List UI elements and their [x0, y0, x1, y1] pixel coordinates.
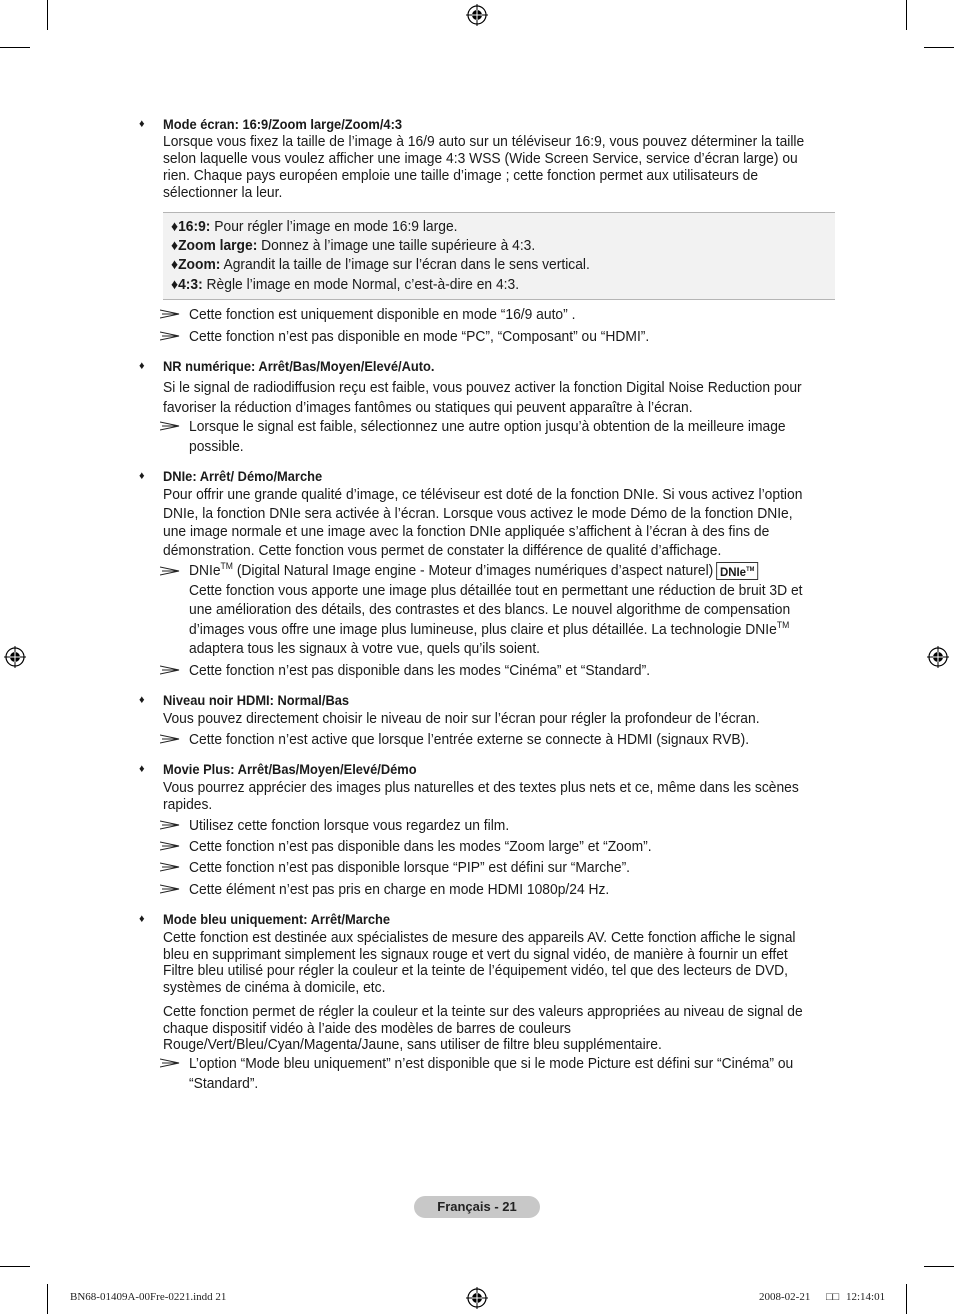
option-text: Agrandit la taille de l’image sur l’écran dans le sens vertical. [220, 257, 590, 273]
note: Cette élément n’est pas pris en charge en mode HDMI 1080p/24 Hz. [189, 882, 610, 898]
trademark: TM [776, 619, 790, 630]
option-label: 16:9: [178, 219, 211, 235]
section-paragraph: Pour offrir une grande qualité d’image, ce téléviseur est doté de la fonction DNIe. Si vous activez l’option DNIe, la fonction DNIe sera activée à l’écran. Lorsque vous activez le mode Démo de la fonction DNIe, une image normale et une image avec la fonction DNIe appliquée s’affichent à l’écran à des fins de démonstration. Cette fonction vous permet de constater la différence de qualité d’affichage. [163, 487, 803, 559]
section-paragraph: Vous pourrez apprécier des images plus naturelles et des textes plus nets et ce, même dans les scènes rapides. [163, 780, 799, 813]
registration-mark-icon [466, 1287, 488, 1309]
dnie-body-text-end: adaptera tous les signaux à votre vue, quels qu’ils soient. [189, 641, 541, 657]
registration-mark-icon [927, 646, 949, 668]
crop-mark [906, 0, 907, 30]
dnie-logo-text: DNIe [719, 565, 747, 580]
bullet: ♦ [139, 913, 145, 925]
bullet: ♦ [139, 118, 145, 130]
note-arrow-icon [160, 862, 180, 872]
crop-mark [906, 1284, 907, 1314]
options-box [163, 212, 835, 300]
note-arrow-icon [160, 734, 180, 744]
dnie-body [189, 582, 808, 660]
note-arrow-icon [160, 820, 180, 830]
note-arrow-icon [160, 421, 180, 431]
section-paragraph: Lorsque vous fixez la taille de l’image à 16/9 auto sur un téléviseur 16:9, vous pouvez déterminer la taille selon laquelle vous voulez afficher une image 4:3 WSS (Wide Screen Service, service d’écran large) ou rien. Chaque pays européen emploie une taille d’image ; cette fonction permet aux utilisateurs de sélectionner la leur. [163, 134, 805, 201]
section-heading-movie-plus: Movie Plus: Arrêt/Bas/Moyen/Elevé/Démo [163, 761, 417, 777]
dnie-prefix: DNIe [189, 563, 221, 579]
note: Utilisez cette fonction lorsque vous regardez un film. [189, 818, 510, 834]
bullet: ♦ [139, 360, 145, 372]
note-arrow-icon [160, 566, 180, 576]
dnie-logo [716, 562, 758, 580]
bullet: ♦ [171, 277, 179, 293]
dnie-logo-tm: TM [746, 567, 755, 574]
option-row [171, 256, 590, 274]
option-row [171, 237, 535, 255]
note-arrow-icon [160, 841, 180, 851]
dnie-note-line [189, 562, 808, 582]
note-arrow-icon [160, 1058, 180, 1068]
registration-mark-icon [466, 4, 488, 26]
option-text: Donnez à l’image une taille supérieure à 4:3. [257, 238, 536, 254]
file-slug: BN68-01409A-00Fre-0221.indd 21 [70, 1291, 227, 1303]
crop-mark [0, 1266, 30, 1267]
note: L’option “Mode bleu uniquement” n’est disponible que si le mode Picture est défini sur “Cinéma” ou “Standard”. [189, 1056, 794, 1092]
crop-mark [924, 1266, 954, 1267]
note-arrow-icon [160, 331, 180, 341]
option-label: Zoom: [178, 257, 221, 273]
crop-mark [47, 1284, 48, 1314]
section-paragraph-2: Cette fonction permet de régler la couleur et la teinte sur des valeurs appropriées au niveau de signal de chaque dispositif vidéo à l’aide des modèles de barres de couleurs Rouge/Vert/Bleu/Cyan/Magenta/Jaune, sans utiliser de filtre bleu supplémentaire. [163, 1004, 803, 1053]
section-heading-niveau-noir: Niveau noir HDMI: Normal/Bas [163, 692, 350, 708]
note: Cette fonction n’est active que lorsque l’entrée externe se connecte à HDMI (signaux RVB). [189, 732, 750, 748]
note: Lorsque le signal est faible, sélectionnez une autre option jusqu’à obtention de la meilleure image possible. [189, 419, 786, 455]
section-paragraph: Si le signal de radiodiffusion reçu est faible, vous pouvez activer la fonction Digital Noise Reduction pour favoriser la réduction d’images fantômes ou statiques qui peuvent apparaître à l’écran. [163, 380, 802, 416]
section-paragraph: Cette fonction est destinée aux spécialistes de mesure des appareils AV. Cette fonction affiche le signal bleu en supprimant simplement les signaux rouge et vert du signal vidéo, de manière à fournir un effet Filtre bleu utilisé pour régler la couleur et la teinte de l’équipement vidéo, tel que des lecteurs de DVD, systèmes de cinéma à domicile, etc. [163, 930, 796, 996]
note-arrow-icon [160, 665, 180, 675]
section-heading-mode-ecran: Mode écran: 16:9/Zoom large/Zoom/4:3 [163, 116, 403, 132]
crop-mark [0, 47, 30, 48]
note-arrow-icon [160, 309, 180, 319]
option-row [171, 276, 519, 294]
dnie-description: (Digital Natural Image engine - Moteur d’images numériques d’aspect naturel) [232, 563, 714, 579]
slug-date: 2008-02-21 [759, 1291, 811, 1303]
option-label: Zoom large: [178, 238, 258, 254]
bullet: ♦ [139, 470, 145, 482]
note: Cette fonction n’est pas disponible lorsque “PIP” est défini sur “Marche”. [189, 860, 631, 876]
slug-time: 12:14:01 [846, 1291, 886, 1303]
note: Cette fonction est uniquement disponible en mode “16/9 auto” . [189, 307, 576, 323]
option-text: Pour régler l’image en mode 16:9 large. [210, 219, 458, 235]
dnie-body-text: Cette fonction vous apporte une image plus détaillée tout en permettant une réduction de bruit 3D et une amélioration des détails, des contrastes et des blancs. Le nouvel algorithme de compensation d’images vous offre une image plus lumineuse, plus claire et plus détaillée. La technologie DNIe [189, 582, 803, 638]
bullet: ♦ [139, 763, 145, 775]
note-arrow-icon [160, 884, 180, 894]
bullet: ♦ [171, 219, 179, 235]
bullet: ♦ [171, 238, 179, 254]
section-heading-nr-numerique: NR numérique: Arrêt/Bas/Moyen/Elevé/Auto. [163, 358, 435, 374]
dnie-note [189, 562, 808, 660]
section-heading-dnie: DNIe: Arrêt/ Démo/Marche [163, 468, 323, 484]
slug-boxes: □□ [826, 1291, 840, 1303]
note: Cette fonction n’est pas disponible dans les modes “Zoom large” et “Zoom”. [189, 839, 652, 855]
registration-mark-icon [4, 646, 26, 668]
bullet: ♦ [171, 257, 179, 273]
crop-mark [47, 0, 48, 30]
option-row [171, 218, 458, 236]
trademark: TM [220, 561, 233, 572]
bullet: ♦ [139, 694, 145, 706]
note: Cette fonction n’est pas disponible en mode “PC”, “Composant” ou “HDMI”. [189, 329, 650, 345]
option-label: 4:3: [178, 277, 203, 293]
crop-mark [924, 47, 954, 48]
section-heading-mode-bleu: Mode bleu uniquement: Arrêt/Marche [163, 911, 391, 927]
page-number-badge: Français - 21 [414, 1196, 540, 1218]
section-paragraph: Vous pouvez directement choisir le niveau de noir sur l’écran pour régler la profondeur de l’écran. [163, 711, 760, 727]
option-text: Règle l’image en mode Normal, c’est-à-dire en 4:3. [202, 277, 520, 293]
note: Cette fonction n’est pas disponible dans les modes “Cinéma” et “Standard”. [189, 663, 651, 679]
